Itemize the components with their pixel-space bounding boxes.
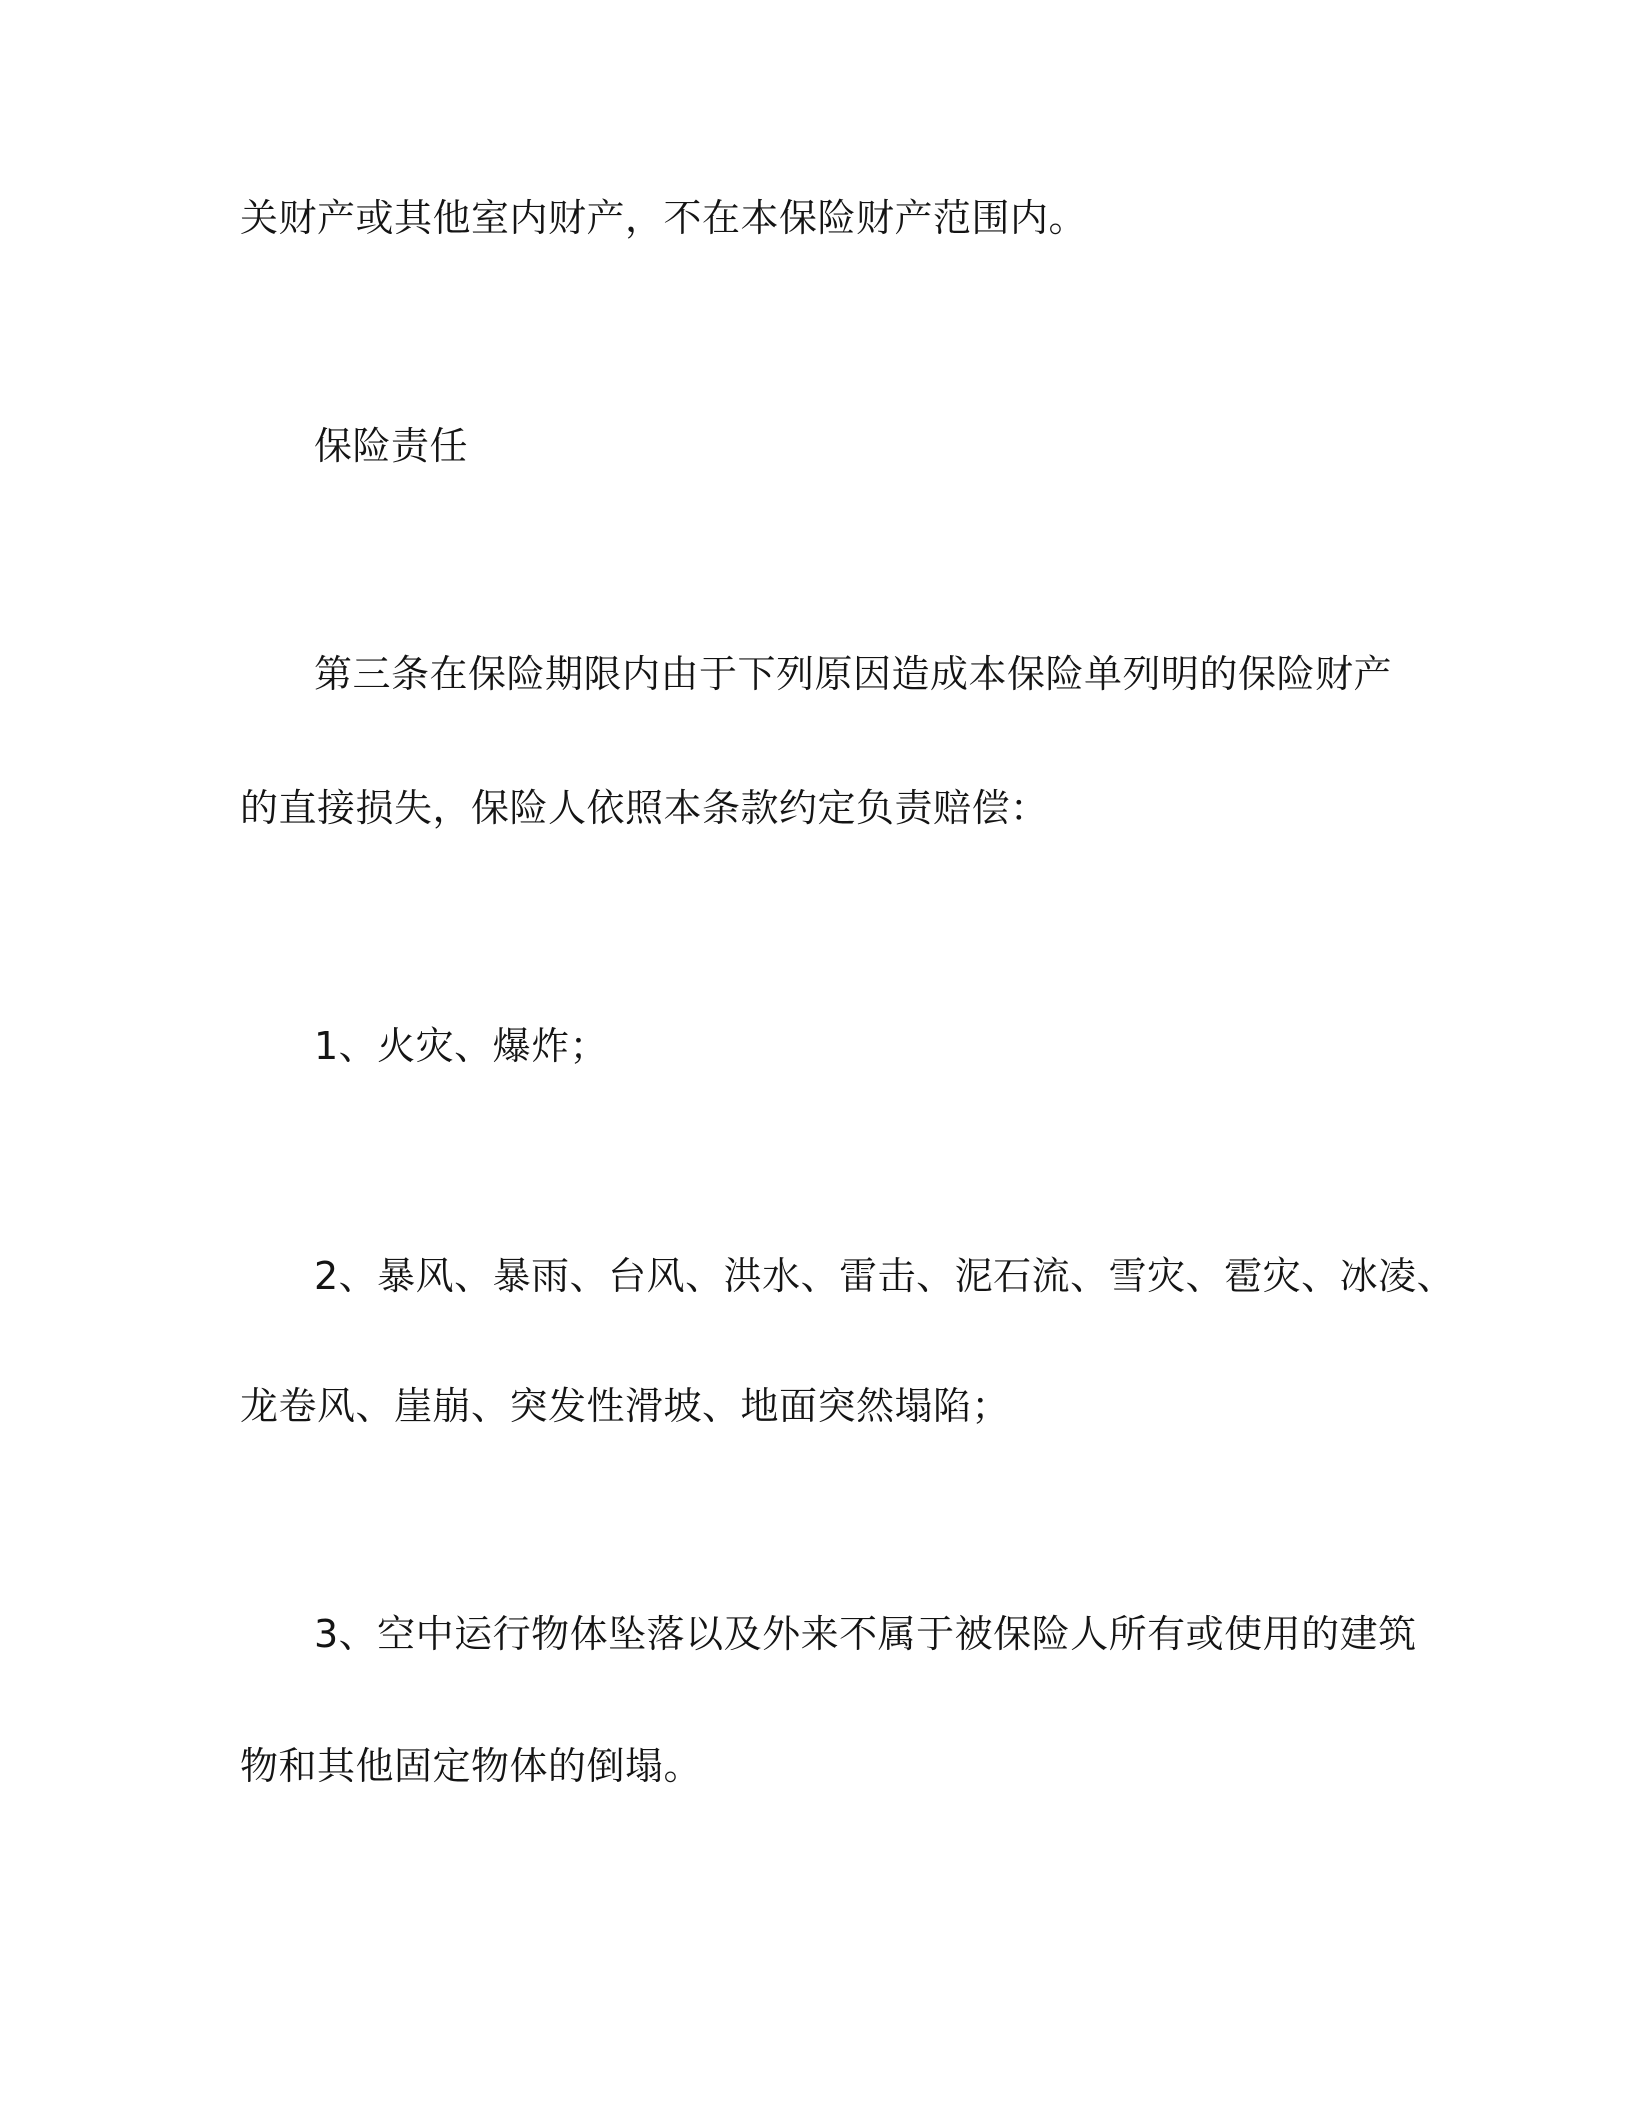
- list-item-3-line-2: 物和其他固定物体的倒塌。: [240, 1744, 703, 1788]
- list-item-2-line-2: 龙卷风、崖崩、突发性滑坡、地面突然塌陷；: [240, 1384, 1011, 1428]
- list-item-2-line-1: 2、暴风、暴雨、台风、洪水、雷击、泥石流、雪灾、雹灾、冰凌、: [314, 1254, 1456, 1298]
- paragraph-continuation: 关财产或其他室内财产，不在本保险财产范围内。: [240, 196, 1088, 240]
- list-item-3-line-1: 3、空中运行物体坠落以及外来不属于被保险人所有或使用的建筑: [314, 1612, 1417, 1656]
- section-heading: 保险责任: [314, 424, 469, 468]
- article-3-line-2: 的直接损失，保险人依照本条款约定负责赔偿：: [240, 786, 1049, 830]
- article-3-line-1: 第三条在保险期限内由于下列原因造成本保险单列明的保险财产: [314, 652, 1393, 696]
- list-item-1: 1、火灾、爆炸；: [314, 1024, 609, 1068]
